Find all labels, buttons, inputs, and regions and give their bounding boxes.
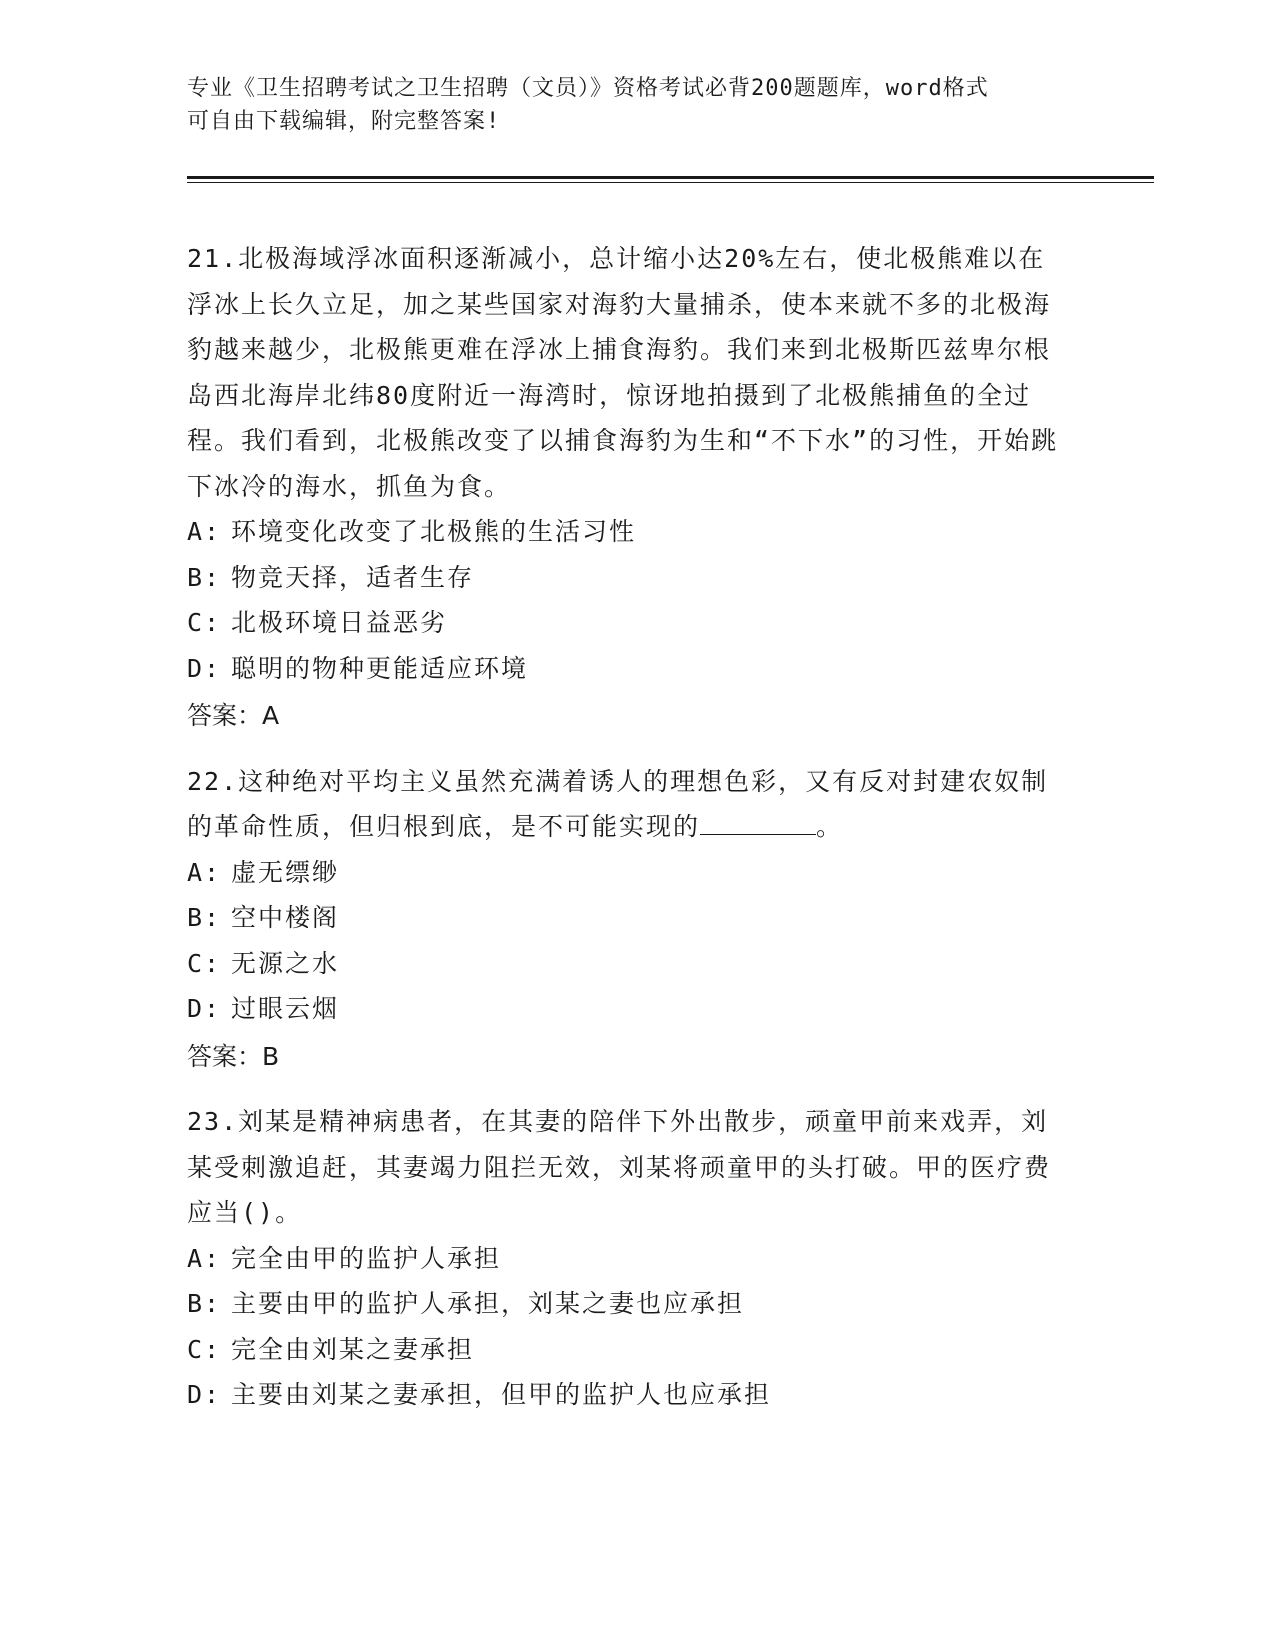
option-text: 完全由刘某之妻承担 — [231, 1334, 475, 1364]
option-key: D: — [187, 1380, 222, 1409]
option-text: 无源之水 — [231, 948, 340, 978]
option-d — [187, 646, 1067, 692]
option-text: 物竞天择，适者生存 — [231, 562, 475, 592]
option-key: C: — [187, 1334, 222, 1364]
option-key: A: — [187, 857, 222, 887]
option-d — [187, 986, 1067, 1032]
option-key: A: — [187, 1243, 222, 1273]
option-text: 过眼云烟 — [231, 994, 340, 1023]
option-c — [187, 1327, 1067, 1373]
option-key: D: — [187, 653, 222, 683]
option-key: B: — [187, 562, 222, 592]
option-text: 环境变化改变了北极熊的生活习性 — [231, 517, 637, 546]
option-text: 聪明的物种更能适应环境 — [231, 653, 529, 683]
question-stem — [187, 759, 1067, 850]
option-text: 虚无缥缈 — [231, 857, 340, 887]
option-a — [187, 850, 1067, 896]
option-a — [187, 509, 1067, 555]
question-23 — [187, 1099, 1067, 1418]
option-key: C: — [187, 608, 222, 637]
document-header — [187, 72, 1067, 138]
question-list — [187, 236, 1067, 1438]
option-key: A: — [187, 517, 222, 546]
stem-text-before-blank: 22.这种绝对平均主义虽然充满着诱人的理想色彩，又有反对封建农奴制的革命性质，但归根到底，是不可能实现的 — [187, 766, 1049, 841]
question-22 — [187, 759, 1067, 1080]
question-stem: 23.刘某是精神病患者，在其妻的陪伴下外出散步，顽童甲前来戏弄，刘某受刺激追赶，其妻竭力阻拦无效，刘某将顽童甲的头打破。甲的医疗费应当()。 — [187, 1107, 1052, 1227]
option-b — [187, 555, 1067, 601]
option-text: 完全由甲的监护人承担 — [231, 1243, 502, 1273]
header-rule-thin — [187, 182, 1154, 183]
option-text: 北极环境日益恶劣 — [231, 608, 448, 637]
header-line-1: 专业《卫生招聘考试之卫生招聘（文员）》资格考试必背200题题库，word格式 — [187, 76, 989, 101]
option-a — [187, 1236, 1067, 1282]
header-rule-thick — [187, 176, 1154, 179]
question-21 — [187, 236, 1067, 739]
stem-text-after-blank: 。 — [816, 812, 844, 841]
option-c — [187, 600, 1067, 646]
answer-line: 答案：B — [187, 1041, 280, 1071]
option-text: 空中楼阁 — [231, 903, 340, 932]
option-d — [187, 1372, 1067, 1418]
option-key: B: — [187, 1289, 222, 1318]
question-stem: 21.北极海域浮冰面积逐渐减小，总计缩小达20%左右，使北极熊难以在浮冰上长久立足，加之某些国家对海豹大量捕杀，使本来就不多的北极海豹越来越少，北极熊更难在浮冰上捕食海豹。我们来到北极斯匹兹卑尔根岛西北海岸北纬80度附近一海湾时，惊讶地拍摄到了北极熊捕鱼的全过程。我们看到，北极熊改变了以捕食海豹为生和“不下水”的习性，开始跳下冰冷的海水，抓鱼为食。 — [187, 244, 1059, 501]
option-c — [187, 941, 1067, 987]
option-text: 主要由刘某之妻承担，但甲的监护人也应承担 — [231, 1380, 772, 1409]
header-line-2: 可自由下载编辑，附完整答案! — [187, 109, 501, 134]
option-key: B: — [187, 903, 222, 932]
fill-in-blank — [700, 812, 816, 835]
option-b — [187, 895, 1067, 941]
option-key: D: — [187, 994, 222, 1023]
option-b — [187, 1281, 1067, 1327]
option-key: C: — [187, 948, 222, 978]
answer-line: 答案：A — [187, 701, 280, 730]
option-text: 主要由甲的监护人承担，刘某之妻也应承担 — [231, 1289, 745, 1318]
